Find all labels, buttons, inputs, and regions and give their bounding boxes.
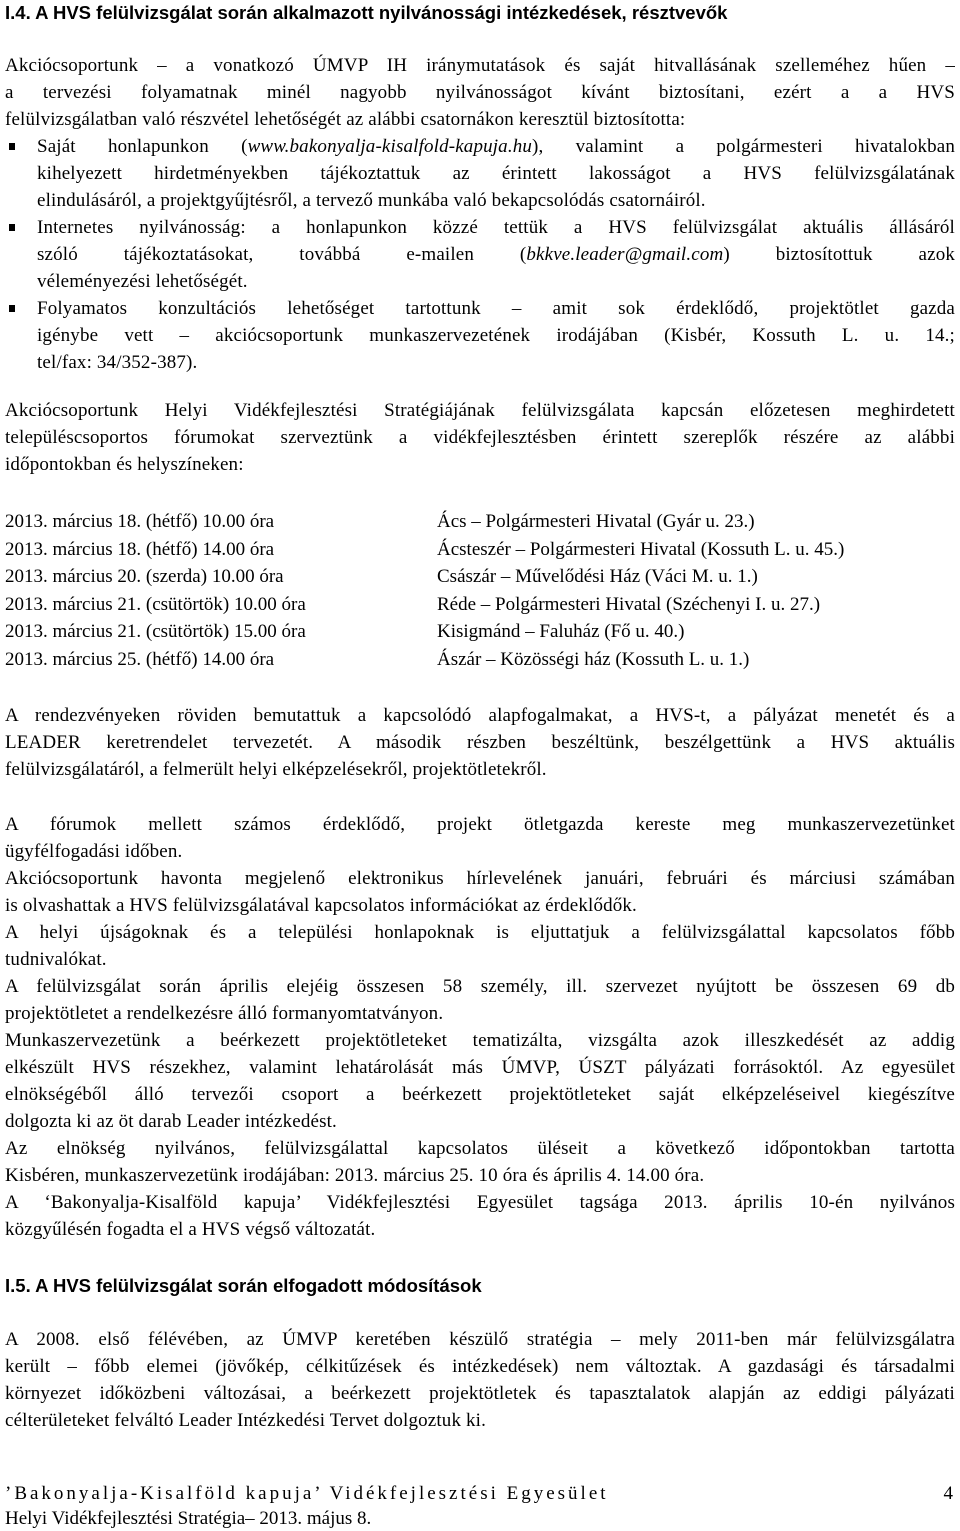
forum-venue: Ászár – Közösségi ház (Kossuth L. u. 1.) [437,648,750,670]
forum-venue: Ácsteszér – Polgármesteri Hivatal (Kossuth L. u. 45.) [437,538,845,560]
paragraph [5,865,955,919]
text-line: Az elnökség nyilvános, felülvizsgálattal kapcsolatos üléseit a következő időpontokban tartotta [5,1138,955,1159]
text-line: környezet időközbeni változásai, a beérkezett projektötletek és tapasztalatok alapján az eddigi pályázati [5,1383,955,1404]
text-line: Internetes nyilvánosság: a honlapunkon közzé tettük a HVS felülvizsgálat aktuális állásáról [37,217,955,238]
schedule-row [5,646,955,674]
text-line: elnökségéből álló tervezői csoport a beérkezett projektötleteket saját elképzeléseivel kiegészítve [5,1084,955,1105]
text-line: kihelyezett hirdetményekben tájékoztattuk az érintett lakosságot a HVS felülvizsgálatának [37,163,955,184]
text-segment: szóló tájékoztatásokat, továbbá e-mailen ( [37,244,527,265]
text-line: A 2008. első félévében, az ÚMVP keretében készülő stratégia – mely 2011-ben már felülvizsgálatra [5,1329,955,1350]
text-line: elkészült HVS részekhez, valamint lehatárolását más ÚMVP, ÚSZT pályázati forrásoktól. Az egyesület [5,1057,955,1078]
text-line: Akciócsoportunk Helyi Vidékfejlesztési Stratégiájának felülvizsgálata kapcsán előzetesen meghirdetett [5,400,955,421]
text-line: Munkaszervezetünk a beérkezett projektötleteket tematizálta, vizsgálta azok illeszkedését az addig [5,1030,955,1051]
text-line: projektötletet a rendelkezésre álló formanyomtatványon. [5,1003,444,1024]
text-line: igénybe vett – akciócsoportunk munkaszervezetének irodájában (Kisbér, Kossuth L. u. 14.; [37,325,955,346]
text-line: elindulásáról, a projektgyűjtésről, a tervező munkába való bekapcsolódás csatornáiról. [37,190,706,211]
intro-paragraph [5,52,955,133]
forum-venue: Kisigmánd – Faluház (Fő u. 40.) [437,621,685,643]
text-line: A ‘Bakonyalja-Kisalföld kapuja’ Vidékfejlesztési Egyesület tagsága 2013. április 10-én nyilvános [5,1192,955,1213]
channel-list [5,133,955,376]
square-bullet-icon [9,143,15,150]
section-5-heading: I.5. A HVS felülvizsgálat során elfogadott módosítások [5,1275,482,1296]
text-line: került – főbb elemei (jövőkép, célkitűzések és intézkedések) nem változtak. A gazdasági és társadalmi [5,1356,955,1377]
section-5-paragraph [5,1326,955,1434]
list-item-website [5,133,955,214]
forums-intro-paragraph [5,397,955,478]
paragraph [5,1135,955,1189]
email-address: bkkve.leader@gmail.com [526,244,724,265]
footer-association: ’Bakonyalja-Kisalföld kapuja’ Vidékfejlesztési Egyesület [5,1483,609,1504]
text-line: településcsoportos fórumokat szerveztünk a vidékfejlesztésben érintett szereplők részére az alábbi [5,427,955,448]
text-line: Akciócsoportunk – a vonatkozó ÚMVP IH iránymutatások és saját hitvallásának szelleméhez hűen – [5,55,955,76]
text-line: időpontokban és helyszíneken: [5,454,244,475]
schedule-row [5,536,955,564]
text-line: tel/fax: 34/352-387). [37,352,198,373]
text-line: is olvashattak a HVS felülvizsgálatával kapcsolatos információkat az érdeklődők. [5,895,637,916]
forum-venue: Császár – Művelődési Ház (Váci M. u. 1.) [437,566,758,588]
text-line: A fórumok mellett számos érdeklődő, projekt ötletgazda kereste meg munkaszervezetünket [5,814,955,835]
text-line: célterületeket felváltó Leader Intézkedési Tervet dolgoztuk ki. [5,1410,486,1431]
forum-date: 2013. március 25. (hétfő) 14.00 óra [5,648,275,670]
forum-venue: Réde – Polgármesteri Hivatal (Széchenyi I. u. 27.) [437,593,821,615]
schedule-row [5,508,955,536]
text-line: LEADER keretrendelet tervezetét. A második részben beszéltünk, beszélgettünk a HVS aktuális [5,732,955,753]
page-number: 4 [943,1483,953,1504]
text-line: véleményezési lehetőségét. [37,271,248,292]
list-item-internet [5,214,955,295]
text-line: ügyfélfogadási időben. [5,841,183,862]
section-4-heading: I.4. A HVS felülvizsgálat során alkalmazott nyilvánossági intézkedések, résztvevők [5,2,728,23]
schedule-row [5,563,955,591]
text-segment: Saját honlapunkon ( [37,136,248,157]
website-url: www.bakonyalja-kisalfold-kapuja.hu [247,136,533,157]
text-line: A helyi újságoknak és a települési honlapoknak is eljuttatjuk a felülvizsgálattal kapcsolatos főbb [5,922,955,943]
paragraph [5,919,955,973]
paragraph [5,1027,955,1135]
forum-schedule [5,508,955,674]
forums-summary-paragraph [5,702,955,783]
forum-date: 2013. március 18. (hétfő) 10.00 óra [5,511,275,532]
forum-venue: Ács – Polgármesteri Hivatal (Gyár u. 23.) [437,511,755,532]
text-line [37,133,955,160]
paragraph [5,973,955,1027]
text-segment: ) biztosítottuk azok [723,244,955,265]
text-line: dolgozta ki az öt darab Leader intézkedést. [5,1111,337,1132]
forum-date: 2013. március 18. (hétfő) 14.00 óra [5,538,275,560]
list-item-consultation [5,295,955,376]
text-line: tudnivalókat. [5,949,107,970]
forum-date: 2013. március 21. (csütörtök) 15.00 óra [5,621,306,643]
paragraph [5,811,955,865]
text-segment: ), valamint a polgármesteri hivatalokban [532,136,955,157]
text-line: felülvizsgálatáról, a felmerült helyi elképzelésekről, projektötletekről. [5,759,547,780]
text-line: Akciócsoportunk havonta megjelenő elektronikus hírlevelének januári, februári és márciusi számában [5,868,955,889]
forum-date: 2013. március 21. (csütörtök) 10.00 óra [5,593,306,615]
forum-date: 2013. március 20. (szerda) 10.00 óra [5,566,284,588]
paragraph [5,1189,955,1243]
text-line: közgyűlésén fogadta el a HVS végső változatát. [5,1219,376,1240]
text-line [37,241,955,268]
square-bullet-icon [9,305,15,312]
square-bullet-icon [9,224,15,231]
notes-block [5,811,955,1243]
text-line: Kisbéren, munkaszervezetünk irodájában: 2013. március 25. 10 óra és április 4. 14.00 óra. [5,1165,705,1186]
text-line: A rendezvényeken röviden bemutattuk a kapcsolódó alapfogalmakat, a HVS-t, a pályázat menetét és a [5,705,955,726]
page-footer [5,1482,955,1506]
schedule-row [5,618,955,646]
text-line: Folyamatos konzultációs lehetőséget tartottunk – amit sok érdeklődő, projektötlet gazda [37,298,955,319]
text-line: a tervezési folyamatnak minél nagyobb nyilvánosságot kívánt biztosítani, ezért a a HVS [5,82,955,103]
text-line: felülvizsgálatban való részvétel lehetőségét az alábbi csatornákon keresztül biztosította: [5,109,686,130]
footer-document-title: Helyi Vidékfejlesztési Stratégia– 2013. május 8. [5,1508,372,1529]
schedule-row [5,591,955,619]
text-line: A felülvizsgálat során április elejéig összesen 58 személy, ill. szervezet nyújtott be összesen 69 db [5,976,955,997]
